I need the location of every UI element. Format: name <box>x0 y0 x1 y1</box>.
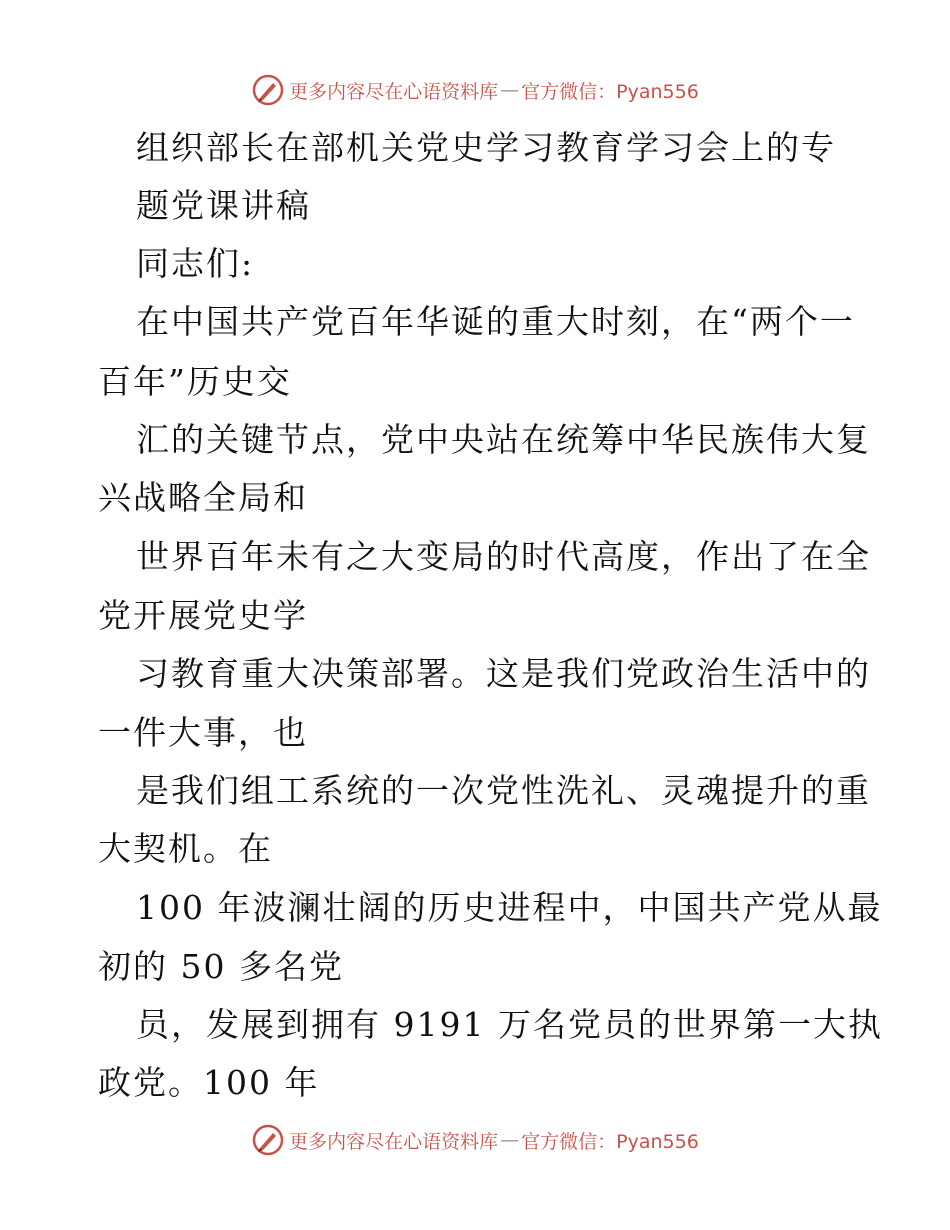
doc-title-line-1: 组织部长在部机关党史学习教育学习会上的专 <box>136 128 836 167</box>
watermark-text: 更多内容尽在心语资料库 <box>289 1130 499 1153</box>
watermark-separator: — <box>500 79 520 101</box>
doc-line: 初的 50 多名党 <box>98 947 344 986</box>
doc-line: 100 年波澜壮阔的历史进程中，中国共产党从最 <box>136 888 883 927</box>
header-watermark <box>0 70 950 110</box>
watermark-text: 更多内容尽在心语资料库 <box>289 80 499 103</box>
pen-logo-icon <box>251 73 285 107</box>
doc-line: 在中国共产党百年华诞的重大时刻，在“两个一 <box>136 302 855 341</box>
doc-line: 一件大事，也 <box>98 713 308 752</box>
doc-line: 员，发展到拥有 9191 万名党员的世界第一大执 <box>136 1005 883 1044</box>
doc-line: 大契机。在 <box>98 829 273 868</box>
doc-salutation: 同志们: <box>136 244 255 283</box>
watermark-separator: — <box>500 1129 520 1151</box>
doc-title-line-2: 题党课讲稿 <box>136 186 311 225</box>
doc-line: 百年”历史交 <box>98 362 292 401</box>
watermark-contact: 官方微信：Pyan556 <box>521 1130 699 1153</box>
doc-line: 党开展党史学 <box>98 596 308 635</box>
pen-logo-icon <box>251 1123 285 1157</box>
doc-line: 是我们组工系统的一次党性洗礼、灵魂提升的重 <box>136 771 871 810</box>
watermark-contact: 官方微信：Pyan556 <box>521 80 699 103</box>
doc-line: 汇的关键节点，党中央站在统筹中华民族伟大复 <box>136 420 871 459</box>
footer-watermark <box>0 1120 950 1160</box>
doc-line: 政党。100 年 <box>98 1063 320 1102</box>
doc-line: 习教育重大决策部署。这是我们党政治生活中的 <box>136 654 871 693</box>
doc-line: 世界百年未有之大变局的时代高度，作出了在全 <box>136 537 871 576</box>
doc-line: 兴战略全局和 <box>98 478 308 517</box>
